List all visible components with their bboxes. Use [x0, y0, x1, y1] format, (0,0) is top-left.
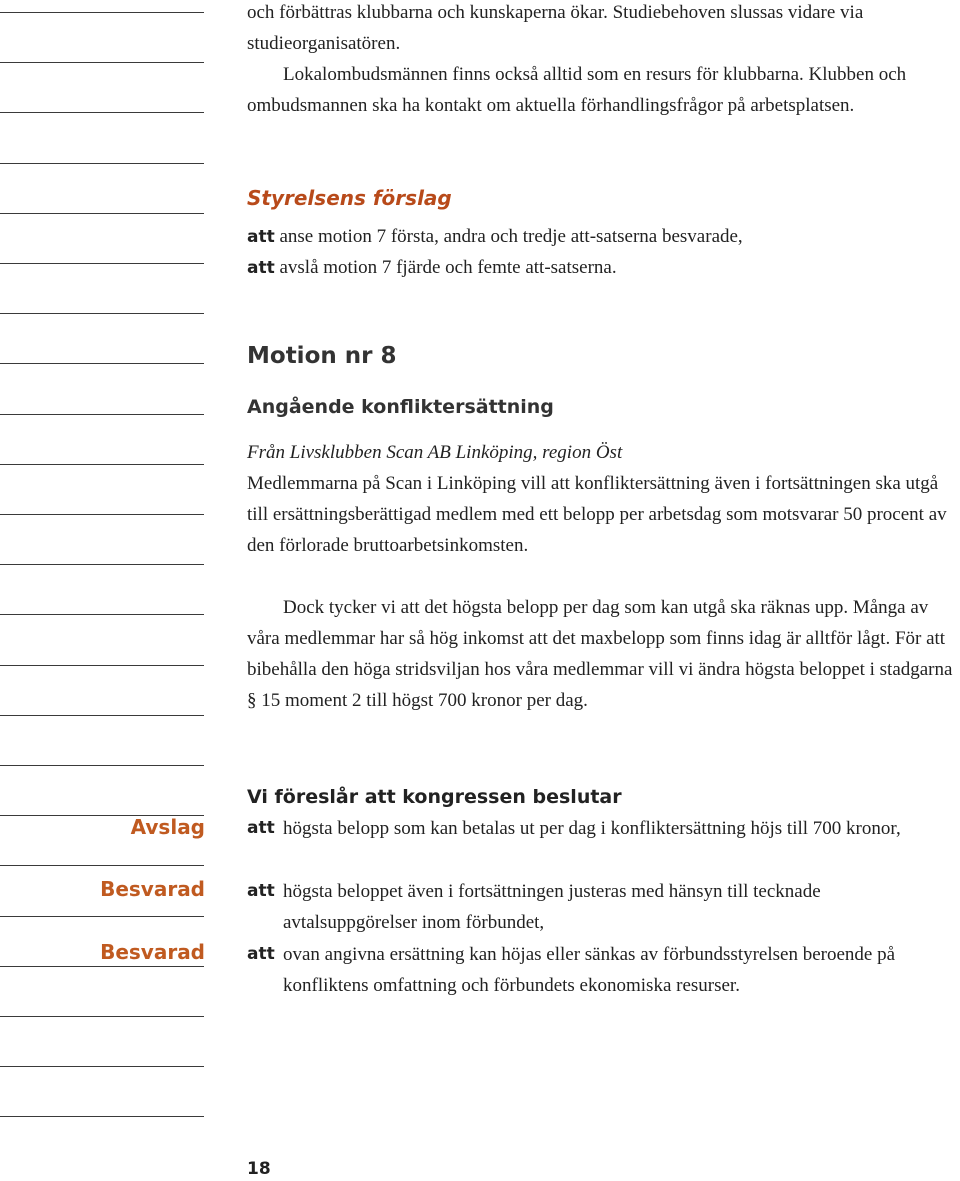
margin-rule [0, 464, 204, 465]
margin-rule [0, 163, 204, 164]
motion-item-2 [247, 876, 959, 938]
margin-rule [0, 313, 204, 314]
motion-item-3 [247, 939, 959, 1001]
att-label: att [247, 944, 275, 964]
decision-label-3: Besvarad [100, 940, 205, 964]
board-proposal-heading: Styrelsens förslag [247, 186, 452, 210]
board-item-text: avslå motion 7 fjärde och femte att-satserna. [279, 257, 617, 278]
margin-rule [0, 112, 204, 113]
motion-proposal-heading: Vi föreslår att kongressen beslutar [247, 786, 622, 808]
margin-rule [0, 916, 204, 917]
intro-paragraph-1: och förbättras klubbarna och kunskaperna ökar. Studiebehoven slussas vidare via studieorganisatören. [247, 2, 864, 54]
margin-rule [0, 564, 204, 565]
motion-subject: Angående konfliktersättning [247, 396, 554, 418]
motion-item-1 [247, 813, 959, 844]
margin-rule [0, 865, 204, 866]
motion-item-text: ovan angivna ersättning kan höjas eller sänkas av förbundsstyrelsen beroende på konfliktens omfattning och förbundets ekonomiska resurser. [283, 944, 896, 996]
margin-rule [0, 715, 204, 716]
margin-rule [0, 665, 204, 666]
margin-rule [0, 1116, 204, 1117]
motion-from: Från Livsklubben Scan AB Linköping, region Öst [247, 442, 623, 463]
motion-paragraph-1: Medlemmarna på Scan i Linköping vill att konfliktersättning även i fortsättningen ska utgå till ersättningsberättigad medlem med ett belopp per arbetsdag som motsvarar 50 procent av den förlorade bruttoarbetsinkomsten. [247, 473, 947, 556]
att-label: att [247, 227, 275, 247]
margin-rule [0, 514, 204, 515]
margin-rule [0, 62, 204, 63]
margin-rule [0, 765, 204, 766]
motion-paragraph-2: Dock tycker vi att det högsta belopp per dag som kan utgå ska räknas upp. Många av våra medlemmar har så hög inkomst att det maxbelopp som finns idag är alltför lågt. För att bibehålla den höga stridsviljan hos våra medlemmar vill vi ändra högsta beloppet i stadgarna § 15 moment 2 till högst 700 kronor per dag. [247, 597, 953, 711]
margin-rule [0, 414, 204, 415]
board-item-2 [247, 252, 617, 284]
att-label: att [247, 258, 275, 278]
motion-item-text: högsta belopp som kan betalas ut per dag i konfliktersättning höjs till 700 kronor, [283, 818, 901, 839]
decision-label-1: Avslag [130, 815, 205, 839]
motion-item-text: högsta beloppet även i fortsättningen justeras med hänsyn till tecknade avtalsuppgörelser inom förbundet, [283, 881, 821, 933]
motion-title: Motion nr 8 [247, 343, 397, 369]
margin-rule [0, 614, 204, 615]
decision-label-2: Besvarad [100, 877, 205, 901]
att-label: att [247, 881, 275, 901]
margin-rule [0, 213, 204, 214]
board-item-1 [247, 221, 743, 253]
margin-rule [0, 12, 204, 13]
board-item-text: anse motion 7 första, andra och tredje att-satserna besvarade, [279, 226, 743, 247]
margin-rule [0, 263, 204, 264]
intro-paragraph-2: Lokalombudsmännen finns också alltid som en resurs för klubbarna. Klubben och ombudsmannen ska ha kontakt om aktuella förhandlingsfrågor på arbetsplatsen. [247, 64, 907, 116]
page-number: 18 [247, 1159, 271, 1179]
margin-rule [0, 966, 204, 967]
margin-rule [0, 1016, 204, 1017]
margin-rule [0, 1066, 204, 1067]
att-label: att [247, 818, 275, 838]
margin-rule [0, 363, 204, 364]
